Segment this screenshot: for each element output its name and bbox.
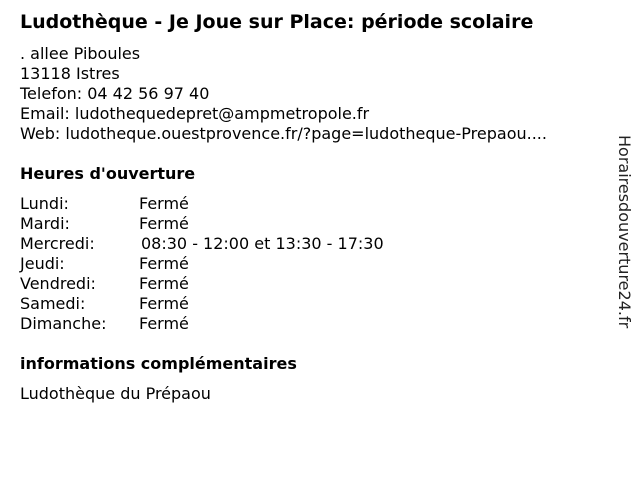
day-label: Jeudi:	[20, 254, 65, 273]
day-hours: Fermé	[139, 314, 189, 333]
email-line	[20, 104, 547, 124]
phone-line	[20, 84, 547, 104]
day-hours: Fermé	[139, 294, 189, 313]
day-label: Lundi:	[20, 194, 69, 213]
email-label: Email:	[20, 104, 70, 123]
day-label: Vendredi:	[20, 274, 96, 293]
day-hours: Fermé	[139, 254, 189, 273]
day-label: Samedi:	[20, 294, 86, 313]
web-link[interactable]: ludotheque.ouestprovence.fr/?page=ludotheque-Prepaou....	[65, 124, 547, 143]
day-hours: Fermé	[139, 274, 189, 293]
address-line-street: . allee Piboules	[20, 44, 141, 63]
day-label: Mercredi:	[20, 234, 95, 253]
day-hours: Fermé	[139, 214, 189, 233]
day-hours: Fermé	[139, 194, 189, 213]
email-link[interactable]: ludothequedepret@ampmetropole.fr	[74, 104, 370, 123]
day-label: Mardi:	[20, 214, 70, 233]
day-hours: 08:30 - 12:00 et 13:30 - 17:30	[141, 234, 384, 253]
site-watermark: Horairesdouverture24.fr	[615, 135, 634, 329]
day-label: Dimanche:	[20, 314, 107, 333]
opening-hours-heading: Heures d'ouverture	[20, 164, 196, 183]
contact-details	[20, 44, 547, 144]
phone-number[interactable]: 04 42 56 97 40	[87, 84, 210, 103]
additional-info-text: Ludothèque du Prépaou	[20, 384, 211, 403]
page-title: Ludothèque - Je Joue sur Place: période scolaire	[20, 11, 534, 33]
web-label: Web:	[20, 124, 61, 143]
web-line	[20, 124, 547, 144]
additional-info-heading: informations complémentaires	[20, 354, 297, 373]
phone-label: Telefon:	[20, 84, 83, 103]
address-line-city: 13118 Istres	[20, 64, 120, 83]
